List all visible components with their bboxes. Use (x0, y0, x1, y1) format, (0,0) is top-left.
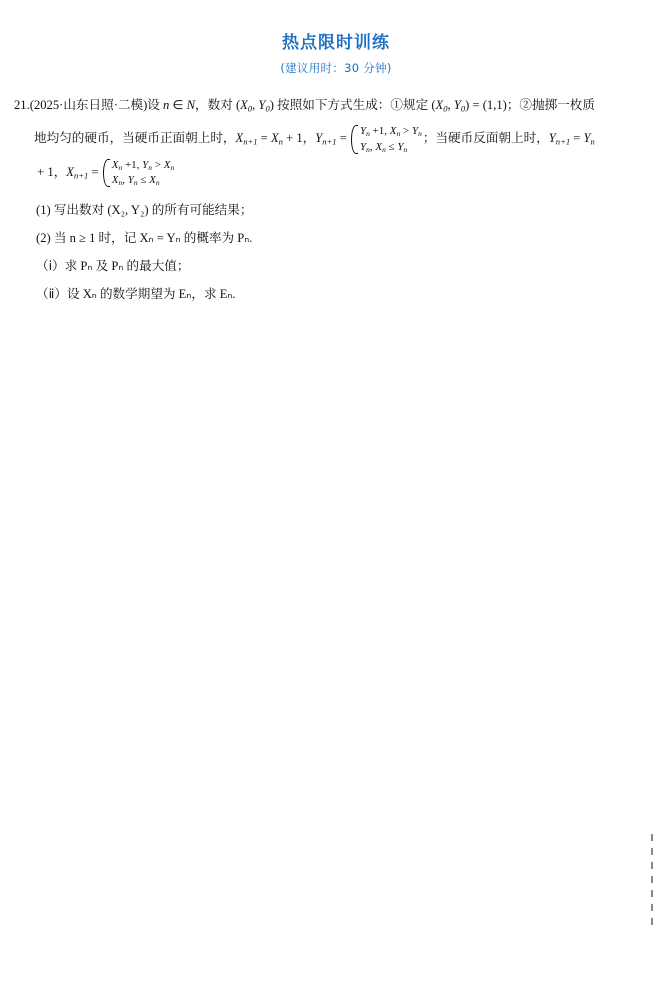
case2-le: ≤ (385, 140, 398, 153)
case4-Y-sub: n (133, 177, 138, 187)
case3-X2-sub: n (170, 162, 175, 172)
page-edge-marks (651, 834, 653, 934)
case2-Y2: Y (397, 140, 404, 153)
case2-comma: , (369, 140, 376, 153)
sub-question-2i: （ⅰ）求 Pₙ 及 Pₙ 的最大值； (36, 259, 190, 274)
comma-2: , (447, 98, 454, 112)
cases-block-2 (103, 158, 174, 188)
cases-2-row-1 (112, 158, 174, 173)
cases-2-row-2 (112, 173, 174, 188)
var-Xn1-l3-sub: n+1 (74, 170, 89, 181)
case4-X2-sub: n (155, 177, 160, 187)
sub-question-1: (1) 写出数对 (X₂, Y₂) 的所有可能结果； (36, 203, 253, 218)
stem-text-1e: ) = (1,1)；②抛掷一枚质 (465, 98, 595, 112)
var-Y0-2: Y (453, 98, 461, 112)
cases-1-row-1 (360, 124, 422, 139)
page-title: 热点限时训练 (282, 33, 390, 53)
question-stem (14, 90, 646, 190)
page-subtitle: (建议用时：30 分钟) (280, 61, 392, 75)
case3-X2: X (163, 158, 171, 171)
stem-line-3 (14, 157, 646, 190)
eq-3: = (570, 131, 584, 146)
eq-2: = (336, 131, 350, 146)
var-X0: X (240, 98, 248, 112)
var-X0-2: X (435, 98, 444, 112)
question-number: 21. (14, 98, 30, 112)
eq-1: = (257, 131, 271, 146)
stem-text-1c: ，数对 ( (195, 98, 241, 112)
case4-X-sub: n (118, 177, 123, 187)
stem-text-1d: ) 按照如下方式生成：①规定 ( (269, 98, 436, 112)
case2-X-sub: n (382, 144, 386, 154)
var-X0-sub-2: 0 (443, 103, 448, 114)
edge-mark (651, 918, 653, 925)
case2-Y-sub: n (366, 144, 370, 154)
var-Xn1-l3: X (66, 164, 74, 179)
stem-line-2 (14, 123, 646, 156)
case3-Y: Y (142, 158, 149, 171)
stem-text-1a: 设 (147, 98, 164, 112)
case1-gt: > (400, 125, 412, 138)
var-Yn-tail: Y (583, 131, 591, 146)
case3-X: X (111, 158, 119, 171)
var-Xn-rhs: X (270, 131, 279, 146)
var-Yn1-tail-sub: n+1 (555, 136, 571, 147)
stem-text-in: ∈ (169, 98, 187, 112)
var-Yn1-lhs: Y (315, 131, 323, 146)
question-source: (2025·山东日照·二模) (29, 98, 148, 112)
stem-text-2a: 地均匀的硬币，当硬币正面朝上时， (34, 131, 236, 146)
var-Yn1-lhs-sub: n+1 (322, 136, 337, 147)
case4-le: ≤ (137, 173, 150, 186)
var-X0-sub: 0 (247, 103, 253, 114)
edge-mark (651, 834, 653, 841)
cases-1-row-2 (360, 140, 422, 155)
case1-plus1: +1, (369, 125, 390, 138)
case4-X: X (111, 173, 119, 186)
set-N: N (186, 98, 196, 112)
case2-Y: Y (359, 140, 367, 153)
case3-Y-sub: n (148, 162, 153, 172)
case1-Y2: Y (411, 125, 419, 138)
case1-X: X (389, 125, 397, 138)
stem-text-2b: ；当硬币反面朝上时， (422, 131, 549, 146)
case1-Y-sub: n (366, 129, 370, 139)
var-n: n (163, 98, 170, 112)
var-Y0: Y (258, 98, 266, 112)
sub-question-list (14, 196, 646, 308)
edge-mark (651, 848, 653, 855)
var-Y0-sub: 0 (265, 103, 270, 114)
case3-gt: > (152, 158, 164, 171)
case1-X-sub: n (396, 129, 401, 139)
var-Yn1-tail: Y (548, 131, 556, 146)
question-block (14, 90, 646, 308)
edge-mark (651, 876, 653, 883)
case3-X-sub: n (118, 162, 123, 172)
edge-mark (651, 904, 653, 911)
sub-question-2: (2) 当 n ≥ 1 时，记 Xₙ = Yₙ 的概率为 Pₙ. (36, 231, 253, 246)
var-Xn1-lhs: X (235, 131, 244, 146)
var-Xn1-lhs-sub: n+1 (243, 136, 258, 147)
sub-question-2ii: （ⅱ）设 Xₙ 的数学期望为 Eₙ，求 Eₙ. (36, 287, 236, 302)
eq-4: = (88, 164, 102, 179)
comma-1: , (252, 98, 259, 112)
edge-mark (651, 890, 653, 897)
stem-text-3a: + 1， (34, 164, 67, 179)
stem-line-1 (14, 90, 646, 123)
case4-Y: Y (127, 173, 134, 186)
cases-block-1 (351, 124, 422, 154)
case1-Y: Y (359, 125, 367, 138)
case4-comma: , (122, 173, 128, 186)
var-Y0-sub-2: 0 (460, 103, 466, 114)
edge-mark (651, 862, 653, 869)
case2-Y2-sub: n (403, 144, 408, 154)
var-Xn-rhs-sub: n (278, 136, 283, 147)
case1-Y2-sub: n (418, 129, 422, 139)
var-Yn-tail-sub: n (590, 136, 595, 147)
case4-X2: X (149, 173, 156, 186)
document-page (0, 28, 672, 996)
plus-1: + 1， (282, 131, 316, 146)
case2-X: X (375, 140, 383, 153)
case3-plus1: +1, (122, 158, 143, 171)
